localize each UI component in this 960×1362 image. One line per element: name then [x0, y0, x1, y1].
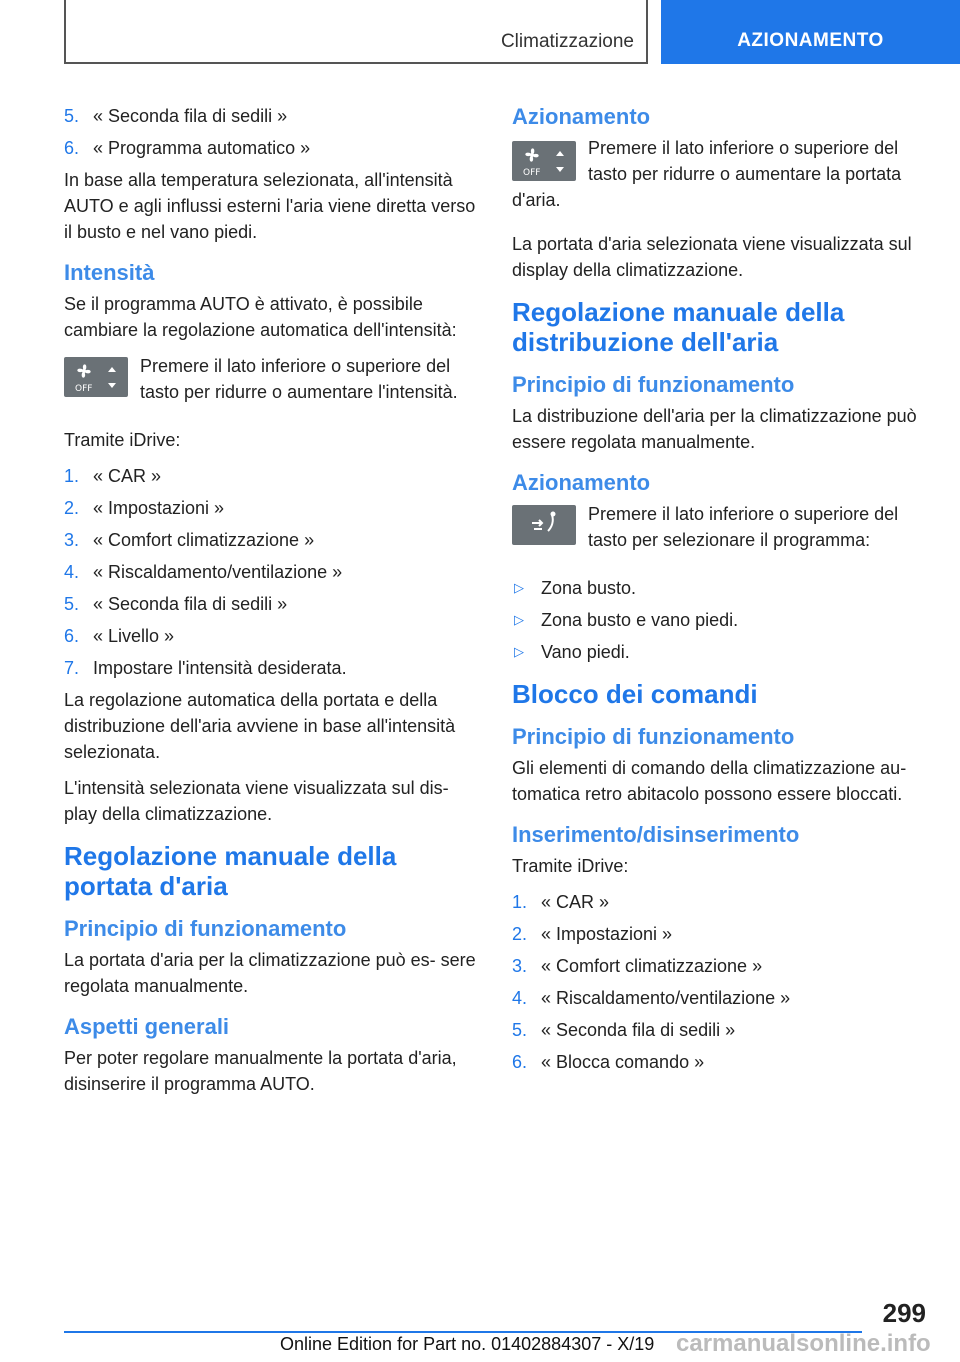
paragraph: Gli elementi di comando della climatizzazione au‐ tomatica retro abitacolo possono essere bloccati.: [512, 758, 907, 804]
svg-text:OFF: OFF: [523, 168, 541, 178]
list-item: 7. Impostare l'intensità desiderata.: [64, 658, 347, 678]
paragraph: La distribuzione dell'aria per la climatizzazione può essere regolata manualmente.: [512, 406, 917, 452]
paragraph: In base alla temperatura selezionata, all'intensità AUTO e agli influssi esterni l'aria viene diretta verso il busto e nel vano piedi.: [64, 170, 476, 242]
list-item: 6. « Blocca comando »: [512, 1052, 705, 1072]
icon-instruction: [64, 353, 476, 419]
triangle-bullet-icon: ▷: [514, 644, 524, 659]
icon-instruction-text: Premere il lato inferiore o superiore del tasto per ridurre o aumentare l'intensità.: [140, 356, 458, 402]
watermark: carmanualsonline.info: [676, 1330, 931, 1357]
list-item: 6. « Livello »: [64, 626, 175, 646]
heading-inserimento: Inserimento/disinserimento: [512, 822, 800, 847]
heading-portata: Regolazione manuale della portata d'aria: [64, 841, 397, 901]
heading-distribuzione: Regolazione manuale della distribuzione dell'aria: [512, 297, 845, 357]
fan-off-button-icon: [512, 141, 576, 181]
paragraph: L'intensità selezionata viene visualizzata sul dis‐ play della climatizzazione.: [64, 778, 449, 824]
paragraph: La portata d'aria selezionata viene visualizzata sul display della climatizzazione.: [512, 234, 912, 280]
triangle-bullet-icon: ▷: [514, 612, 524, 627]
heading-intensita: Intensità: [64, 260, 155, 285]
page-number: 299: [882, 1298, 926, 1328]
heading-aspetti: Aspetti generali: [64, 1014, 230, 1039]
list-item: 3. « Comfort climatizzazione »: [512, 956, 763, 976]
paragraph: Tramite iDrive:: [64, 430, 181, 450]
header-chapter-title: AZIONAMENTO: [737, 30, 884, 51]
paragraph: La portata d'aria per la climatizzazione può es‐ sere regolata manualmente.: [64, 950, 476, 996]
icon-instruction-text: Premere il lato inferiore o superiore del tasto per ridurre o aumentare la portata d'aria.: [512, 138, 902, 210]
list-item: 4. « Riscaldamento/ventilazione »: [64, 562, 343, 582]
right-list: [512, 889, 924, 1075]
triangle-bullet-icon: ▷: [514, 580, 524, 595]
heading-principio: Principio di funzionamento: [512, 724, 795, 749]
list-item: 2. « Impostazioni »: [512, 924, 673, 944]
list-item: ▷ Zona busto.: [512, 575, 924, 601]
paragraph: La regolazione automatica della portata e della distribuzione dell'aria avviene in base all'intensità selezionata.: [64, 690, 456, 762]
air-distribution-button-icon: [512, 505, 576, 545]
fan-off-button-icon: [64, 357, 128, 397]
icon-instruction: [512, 501, 924, 567]
list-item: 4. « Riscaldamento/ventilazione »: [512, 988, 791, 1008]
list-item: 5. « Seconda fila di sedili »: [64, 594, 288, 614]
list-item: 2. « Impostazioni »: [64, 498, 225, 518]
heading-principio: Principio di funzionamento: [512, 372, 795, 397]
list-item: 1. « CAR »: [64, 466, 162, 486]
program-list: [512, 575, 924, 665]
list-item: 5. « Seconda fila di sedili »: [64, 106, 288, 126]
paragraph: Tramite iDrive:: [512, 856, 629, 876]
heading-azionamento: Azionamento: [512, 470, 651, 495]
list-item: ▷ Zona busto e vano piedi.: [512, 607, 924, 633]
header-chapter-tab[interactable]: [661, 0, 960, 64]
header-section-title: Climatizzazione: [500, 31, 634, 52]
heading-azionamento: Azionamento: [512, 104, 651, 129]
paragraph: Se il programma AUTO è attivato, è possibile cambiare la regolazione automatica dell'intensità:: [64, 294, 457, 340]
list-item: 1. « CAR »: [512, 892, 610, 912]
footer-edition: Online Edition for Part no. 01402884307 - X/19: [280, 1334, 655, 1354]
heading-principio: Principio di funzionamento: [64, 916, 347, 941]
left-column: [64, 103, 476, 1107]
list-item: 3. « Comfort climatizzazione »: [64, 530, 315, 550]
heading-blocco: Blocco dei comandi: [512, 679, 758, 709]
icon-instruction: [512, 135, 924, 223]
list-item: 6. « Programma automatico »: [64, 138, 311, 158]
right-column: [512, 103, 924, 1081]
list-item: 5. « Seconda fila di sedili »: [512, 1020, 736, 1040]
header-section-box: [64, 0, 648, 64]
icon-instruction-text: Premere il lato inferiore o superiore del tasto per selezionare il programma:: [588, 504, 899, 550]
left-list-1: [64, 103, 476, 161]
svg-text:OFF: OFF: [75, 384, 93, 394]
left-list-2: [64, 463, 476, 681]
paragraph: Per poter regolare manualmente la portata d'aria, disinserire il programma AUTO.: [64, 1048, 457, 1094]
list-item: ▷ Vano piedi.: [512, 639, 924, 665]
